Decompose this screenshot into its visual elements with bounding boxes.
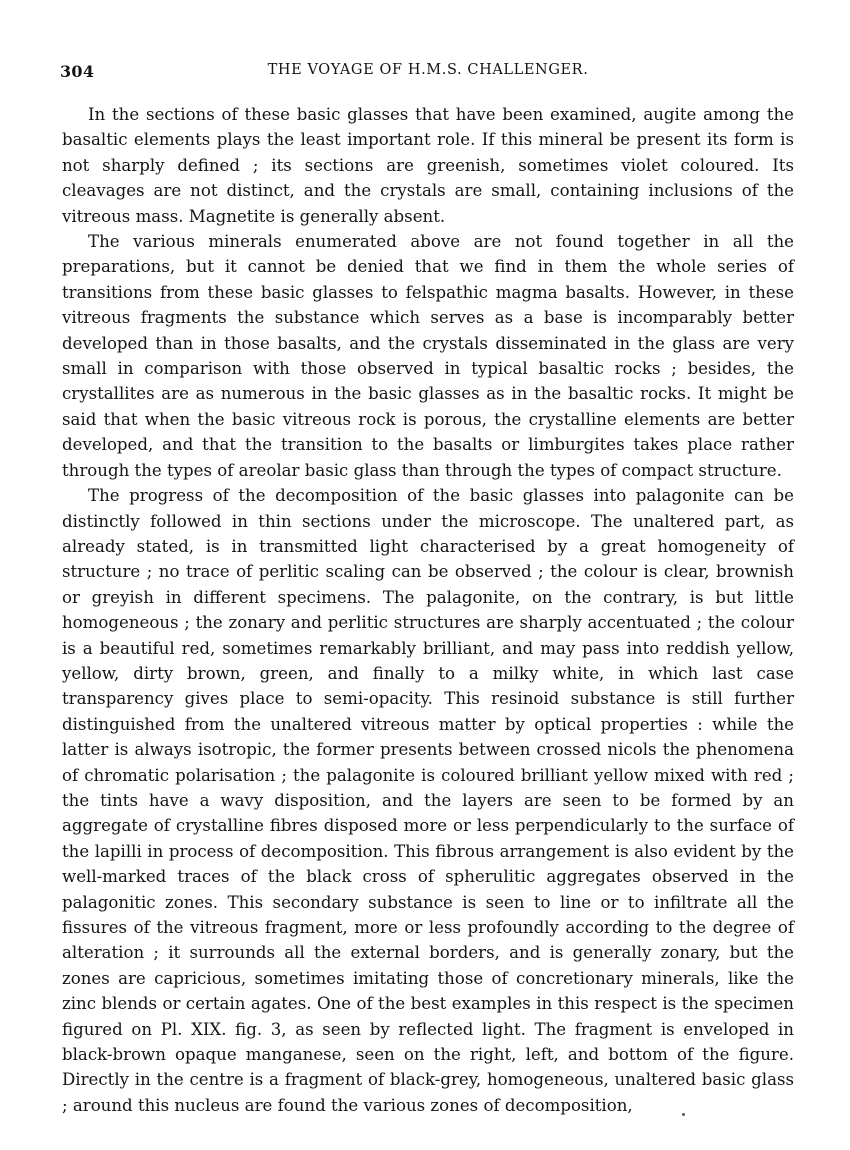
paragraph-palagonite: The progress of the decomposition of the basic glasses into palagonite can be distinctly followed in thin sections under the microscope. The unaltered part, as already stated, is in transmitted light characterised by a great homogeneity of structure ; no trace of perlitic scaling can be observed ; the colour is clear, brownish or greyish in different specimens. The palagonite, on the contrary, is but little homogeneous ; the zonary and perlitic structures are sharply accentuated ; the colour is a beautiful red, sometimes remarkably brilliant, and may pass into reddish yellow, yellow, dirty brown, green, and finally to a milky white, in which last case transparency gives place to semi-opacity. This resinoid substance is still further distinguished from the unaltered vitreous matter by optical properties : while the latter is always isotropic, the former presents between crossed nicols the phenomena of chromatic polarisation ; the palagonite is coloured brilliant yellow mixed with red ; the tints have a wavy disposition, and the layers are seen to be formed by an aggregate of crystalline fibres disposed more or less perpendicularly to the surface of the lapilli in process of decomposition. This fibrous arrangement is also evident by the well-marked traces of the black cross of spherulitic aggregates observed in the palagonitic zones. This secondary substance is seen to line or to infiltrate all the fissures of the vitreous fragment, more or less profoundly according to the degree of alteration ; it surrounds all the external borders, and is generally zonary, but the zones are capricious, sometimes imitating those of concretionary minerals, like the zinc blends or certain agates. One of the best examples in this respect is the specimen figured on Pl. XIX. fig. 3, as seen by reflected light. The fragment is enveloped in black-brown opaque manganese, seen on the right, left, and bottom of the figure. Directly in the centre is a fragment of black-grey, homogeneous, unaltered basic glass ; around this nucleus are found the various zones of decomposition,	[62, 486, 794, 1115]
page-number: 304	[60, 62, 95, 81]
running-title: THE VOYAGE OF H.M.S. CHALLENGER.	[267, 62, 589, 78]
paragraph-augite: In the sections of these basic glasses that have been examined, augite among the basaltic elements plays the least important role. If this mineral be present its form is not sharply defined ; its sections are greenish, sometimes violet coloured. Its cleavages are not distinct, and the crystals are small, containing inclusions of the vitreous mass. Magnetite is generally absent.	[62, 105, 794, 226]
body-text	[62, 102, 794, 1118]
page-header	[62, 62, 794, 86]
stray-ink-dot	[682, 1113, 685, 1116]
paragraph-minerals: The various minerals enumerated above are not found together in all the preparations, but it cannot be denied that we find in them the whole series of transitions from these basic glasses to felspathic magma basalts. However, in these vitreous fragments the substance which serves as a base is incomparably better developed than in those basalts, and the crystals disseminated in the glass are very small in comparison with those observed in typical basaltic rocks ; besides, the crystallites are as numerous in the basic glasses as in the basaltic rocks. It might be said that when the basic vitreous rock is porous, the crystalline elements are better developed, and that the transition to the basalts or limburgites takes place rather through the types of areolar basic glass than through the types of compact structure.	[62, 232, 794, 480]
book-page	[62, 62, 794, 1118]
